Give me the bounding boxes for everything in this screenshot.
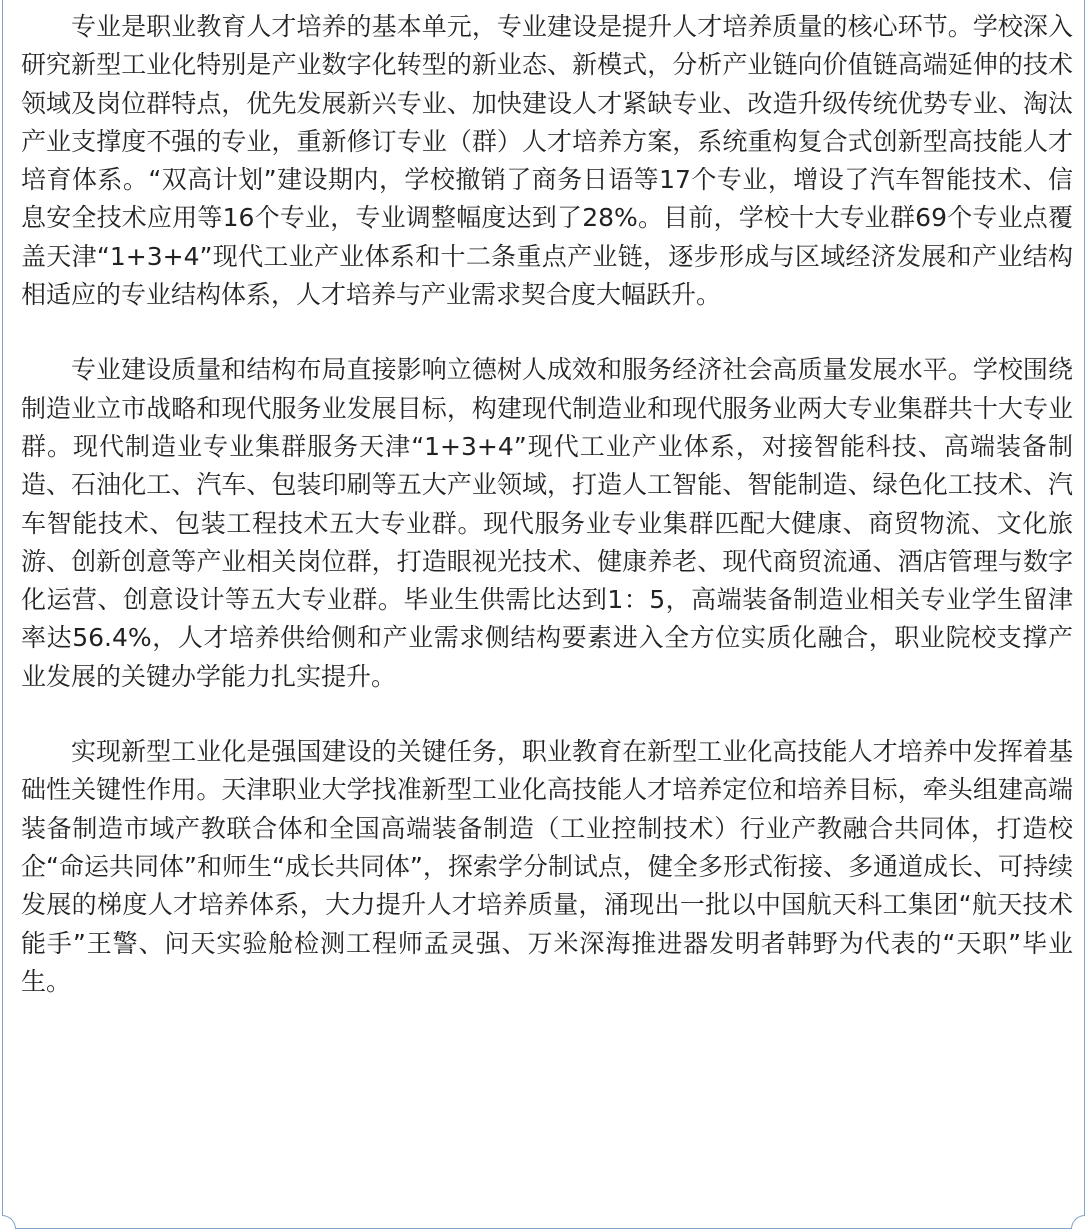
article-paragraph-1: 专业是职业教育人才培养的基本单元，专业建设是提升人才培养质量的核心环节。学校深入研究新型工业化特别是产业数字化转型的新业态、新模式，分析产业链向价值链高端延伸的技术领域及岗位群特点，优先发展新兴专业、加快建设人才紧缺专业、改造升级传统优势专业、淘汰产业支撑度不强的专业，重新修订专业（群）人才培养方案，系统重构复合式创新型高技能人才培育体系。“双高计划”建设期内，学校撤销了商务日语等17个专业，增设了汽车智能技术、信息安全技术应用等16个专业，专业调整幅度达到了28%。目前，学校十大专业群69个专业点覆盖天津“1+3+4”现代工业产业体系和十二条重点产业链，逐步形成与区域经济发展和产业结构相适应的专业结构体系，人才培养与产业需求契合度大幅跃升。 xyxy=(21,12,1073,310)
frame-corner-bottom-right xyxy=(1071,1215,1085,1229)
article-paragraph-2: 专业建设质量和结构布局直接影响立德树人成效和服务经济社会高质量发展水平。学校围绕制造业立市战略和现代服务业发展目标，构建现代制造业和现代服务业两大专业集群共十大专业群。现代制造业专业集群服务天津“1+3+4”现代工业产业体系，对接智能科技、高端装备制造、石油化工、汽车、包装印刷等五大产业领域，打造人工智能、智能制造、绿色化工技术、汽车智能技术、包装工程技术五大专业群。现代服务业专业集群匹配大健康、商贸物流、文化旅游、创新创意等产业相关岗位群，打造眼视光技术、健康养老、现代商贸流通、酒店管理与数字化运营、创意设计等五大专业群。毕业生供需比达到1：5，高端装备制造业相关专业学生留津率达56.4%，人才培养供给侧和产业需求侧结构要素进入全方位实质化融合，职业院校支撑产业发展的关键办学能力扎实提升。 xyxy=(21,355,1073,691)
article-paragraph-3: 实现新型工业化是强国建设的关键任务，职业教育在新型工业化高技能人才培养中发挥着基础性关键性作用。天津职业大学找准新型工业化高技能人才培养定位和培养目标，牵头组建高端装备制造市域产教联合体和全国高端装备制造（工业控制技术）行业产教融合共同体，打造校企“命运共同体”和师生“成长共同体”，探索学分制试点，健全多形式衔接、多通道成长、可持续发展的梯度人才培养体系，大力提升人才培养质量，涌现出一批以中国航天科工集团“航天技术能手”王警、问天实验舱检测工程师孟灵强、万米深海推进器发明者韩野为代表的“天职”毕业生。 xyxy=(21,737,1073,996)
article-body xyxy=(21,8,1073,1001)
frame-corner-bottom-left xyxy=(2,1215,16,1229)
